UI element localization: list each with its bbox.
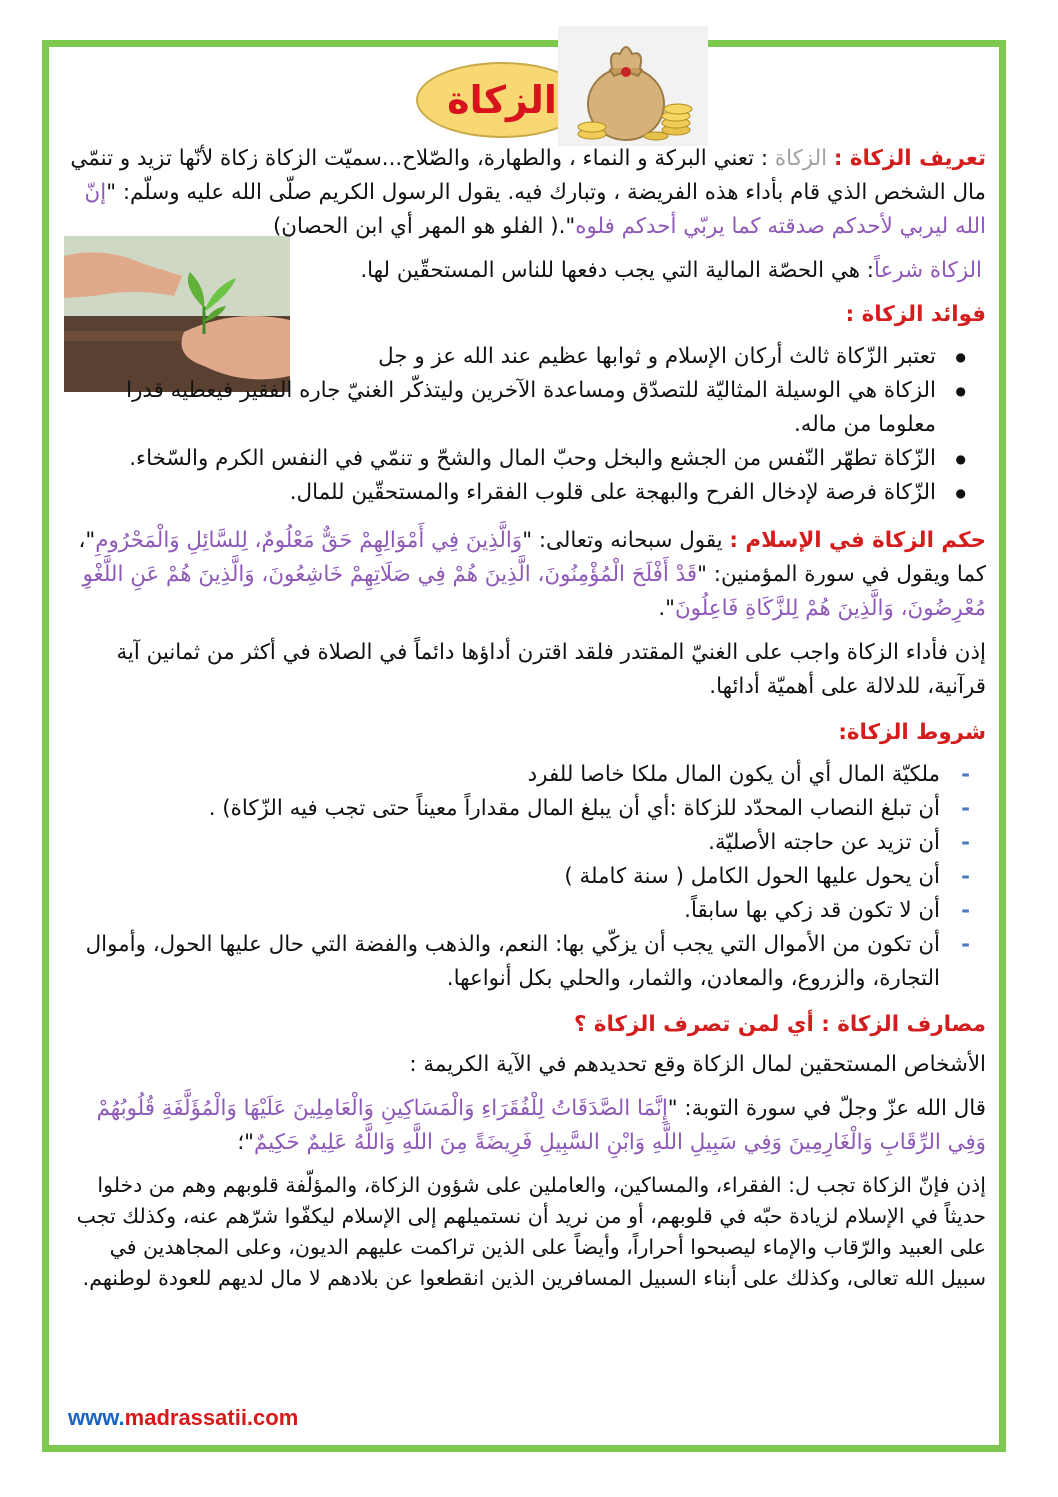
list-item: ● الزكاة هي الوسيلة المثاليّة للتصدّق ومساعدة الآخرين وليتذكّر الغنيّ جاره الفقير فيعطيه قدرا معلوما من ماله. <box>64 374 986 442</box>
list-item: - ملكيّة المال أي أن يكون المال ملكا خاصا للفرد <box>64 758 986 792</box>
benefits-list <box>64 340 986 510</box>
list-item: ● الزّكاة فرصة لإدخال الفرح والبهجة على قلوب الفقراء والمستحقّين للمال. <box>64 476 986 510</box>
ruling-text-2: "، كما ويقول في سورة المؤمنين: " <box>78 528 986 587</box>
website-link[interactable] <box>68 1405 298 1431</box>
ruling-conclusion: إذن فأداء الزكاة واجب على الغنيّ المقتدر فلقد اقترن أداؤها دائماً في الصلاة في أكثر من ثمانين آية قرآنية، للدلالة على أهميّة أدائها. <box>116 640 986 699</box>
recipients-intro: الأشخاص المستحقين لمال الزكاة وقع تحديدهم في الآية الكريمة : <box>409 1052 986 1077</box>
list-item: - أن لا تكون قد زكي بها سابقاً. <box>64 894 986 928</box>
definition-text: : تعني البركة و النماء ، والطهارة، والصّلاح...سميّت الزكاة زكاة لأنّها تزيد و تنمّي مال الشخص الذي قام بأداء هذه الفريضة ، وتبارك فيه. يقول الرسول الكريم صلّى الله عليه وسلّم: " <box>70 146 986 205</box>
recipients-text: قال الله عزّ وجلّ في سورة التوبة: " <box>667 1096 986 1121</box>
verse-quote-2: قَدْ أَفْلَحَ الْمُؤْمِنُونَ، الَّذِينَ هُمْ فِي صَلَاتِهِمْ خَاشِعُونَ، وَالَّذِينَ هُمْ عَنِ اللَّغْوِ مُعْرِضُونَ، وَالَّذِينَ هُمْ لِلزَّكَاةِ فَاعِلُونَ <box>82 562 986 621</box>
definition-footnote: ".( الفلو هو المهر أي ابن الحصان) <box>272 214 576 239</box>
list-item: - أن تكون من الأموال التي يجب أن يزكّي بها: النعم، والذهب والفضة التي حال عليها الحول، وأموال التجارة، والزروع، والمعادن، والثمار، والحلي بكل أنواعها. <box>64 928 986 996</box>
recipients-heading: مصارف الزكاة : أي لمن تصرف الزكاة ؟ <box>574 1012 986 1037</box>
list-item: ● تعتبر الزّكاة ثالث أركان الإسلام و ثوابها عظيم عند الله عز و جل <box>316 340 986 374</box>
title-banner <box>412 54 712 144</box>
ruling-text: يقول سبحانه وتعالى: " <box>522 528 730 553</box>
list-item: - أن يحول عليها الحول الكامل ( سنة كاملة ) <box>64 860 986 894</box>
recipients-verse-paragraph <box>62 1092 986 1160</box>
website-domain: madrassatii.com <box>124 1405 299 1430</box>
verse-quote-3: إِنَّمَا الصَّدَقَاتُ لِلْفُقَرَاءِ وَالْمَسَاكِينِ وَالْعَامِلِينَ عَلَيْهَا وَالْمُؤَلَّفَةِ قُلُوبُهُمْ وَفِي الرِّقَابِ وَالْغَارِمِينَ وَفِي سَبِيلِ اللَّهِ وَابْنِ السَّبِيلِ فَرِيضَةً مِنَ اللَّهِ وَاللَّهُ عَلِيمٌ حَكِيمٌ <box>96 1096 986 1155</box>
list-item: - أن تبلغ النصاب المحدّد للزكاة :أي أن يبلغ المال مقداراً معيناً حتى تجب فيه الزّكاة) . <box>64 792 986 826</box>
ruling-paragraph <box>62 524 986 626</box>
recipients-text-2: "؛ <box>237 1130 254 1155</box>
list-item: - أن تزيد عن حاجته الأصليّة. <box>64 826 986 860</box>
definition-paragraph <box>62 142 986 244</box>
ruling-text-3: ". <box>658 596 675 621</box>
hadith-quote: إنّ الله ليربي لأحدكم صدقته كما يربّي أحدكم فلوه <box>84 180 986 239</box>
document-body <box>62 142 986 1304</box>
list-item: ● الزّكاة تطهّر النّفس من الجشع والبخل وحبّ المال والشحّ و تنمّي في النفس الكرم والسّخاء. <box>64 442 986 476</box>
definition-label: الزكاة <box>774 146 828 171</box>
ruling-heading: حكم الزكاة في الإسلام : <box>729 528 986 553</box>
sharia-label: الزكاة شرعاً <box>874 258 982 283</box>
benefits-heading: فوائد الزكاة : <box>845 302 986 327</box>
money-bag-icon <box>558 26 708 146</box>
definition-heading: تعريف الزكاة : <box>833 146 986 171</box>
page-title: الزكاة <box>447 78 557 122</box>
conditions-heading: شروط الزكاة: <box>838 720 986 745</box>
recipients-conclusion: إذن فإنّ الزكاة تجب ل: الفقراء، والمساكين، والعاملين على شؤون الزكاة، والمؤلّفة قلوبهم وهم من دخلوا حديثاً في الإسلام لزيادة حبّه في قلوبهم، أو من نريد أن نستميلهم إلى الإسلام ليكفّوا شرّهم عنه، وكذلك تجب على العبيد والرّقاب والإماء ليصبحوا أحراراً، وأيضاً على الذين تراكمت عليهم الديون، وعلى المجاهدين في سبيل الله تعالى، وكذلك على أبناء السبيل المسافرين الذين انقطعوا عن بلادهم لا مال لديهم للعودة لوطنهم. <box>76 1173 986 1290</box>
sharia-text: : هي الحصّة المالية التي يجب دفعها للناس المستحقّين لها. <box>360 258 875 283</box>
website-prefix: www. <box>68 1405 125 1430</box>
verse-quote: وَالَّذِينَ فِي أَمْوَالِهِمْ حَقٌّ مَعْلُومٌ، لِلسَّائِلِ وَالْمَحْرُومِ <box>95 528 523 553</box>
sharia-definition <box>282 254 986 288</box>
conditions-list <box>64 758 986 996</box>
